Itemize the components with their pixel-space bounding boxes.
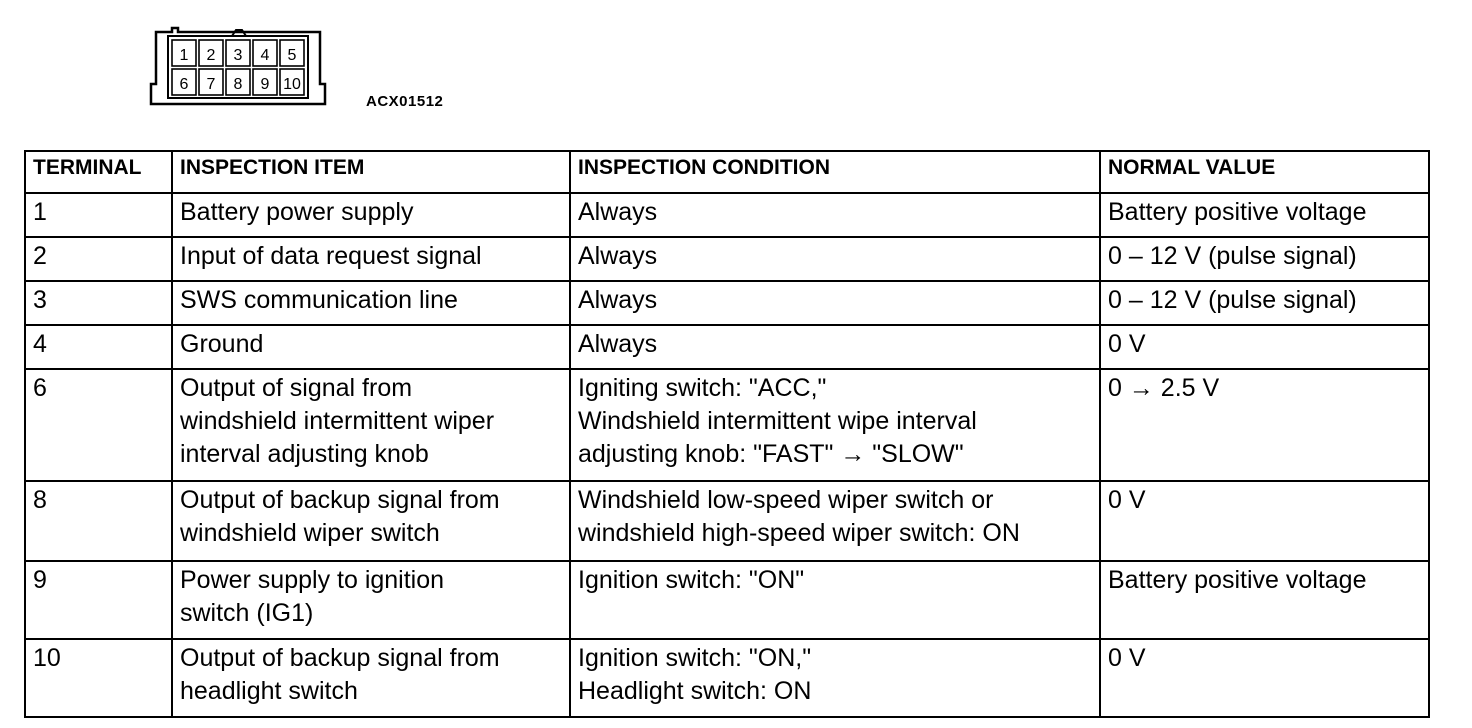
table-header-row	[25, 151, 1429, 193]
table-row	[25, 481, 1429, 561]
cell-line: Output of signal from	[180, 374, 413, 402]
cell-line: Always	[578, 330, 658, 358]
inspection-item-cell	[172, 369, 570, 481]
table-row	[25, 237, 1429, 281]
inspection-item-cell	[172, 193, 570, 237]
table-row	[25, 193, 1429, 237]
cell-line: 0 → 2.5 V	[1108, 374, 1220, 402]
terminal-cell: 6	[25, 369, 172, 481]
inspection-condition-cell	[570, 481, 1100, 561]
pin-number: 10	[283, 76, 301, 93]
table-row	[25, 325, 1429, 369]
cell-line: Igniting switch: "ACC,"	[578, 374, 827, 402]
cell-line: Ignition switch: "ON,"	[578, 644, 812, 672]
inspection-item-cell	[172, 325, 570, 369]
pin-number: 4	[260, 47, 270, 64]
normal-value-cell	[1100, 325, 1429, 369]
terminal-cell: 3	[25, 281, 172, 325]
normal-value-cell	[1100, 639, 1429, 717]
inspection-table	[24, 150, 1430, 718]
table-row	[25, 561, 1429, 639]
cell-line: Battery positive voltage	[1108, 198, 1367, 226]
inspection-condition-cell	[570, 561, 1100, 639]
inspection-condition-cell	[570, 369, 1100, 481]
cell-line: windshield wiper switch	[180, 519, 440, 547]
cell-line: Input of data request signal	[180, 242, 482, 270]
table-row	[25, 281, 1429, 325]
terminal-cell: 4	[25, 325, 172, 369]
cell-line: Output of backup signal from	[180, 644, 500, 672]
cell-line: switch (IG1)	[180, 599, 314, 627]
pin-number: 3	[233, 47, 243, 64]
header-normal-value: NORMAL VALUE	[1100, 151, 1429, 193]
terminal-cell: 9	[25, 561, 172, 639]
cell-line: interval adjusting knob	[180, 440, 429, 468]
cell-line: Power supply to ignition	[180, 566, 445, 594]
top-pin-row	[172, 40, 304, 66]
normal-value-cell	[1100, 561, 1429, 639]
cell-line: Ground	[180, 330, 264, 358]
cell-line: Always	[578, 242, 658, 270]
inspection-item-cell	[172, 481, 570, 561]
cell-line: 0 V	[1108, 486, 1146, 514]
header-inspection-condition: INSPECTION CONDITION	[570, 151, 1100, 193]
pin-number: 7	[206, 76, 216, 93]
pin-number: 9	[260, 76, 270, 93]
cell-line: windshield high-speed wiper switch: ON	[578, 519, 1020, 547]
inspection-item-cell	[172, 237, 570, 281]
cell-line: 0 – 12 V (pulse signal)	[1108, 286, 1357, 314]
cell-line: Always	[578, 286, 658, 314]
terminal-cell: 1	[25, 193, 172, 237]
cell-line: Always	[578, 198, 658, 226]
cell-line: 0 V	[1108, 644, 1146, 672]
normal-value-cell	[1100, 481, 1429, 561]
cell-line: 0 V	[1108, 330, 1146, 358]
terminal-cell: 8	[25, 481, 172, 561]
cell-line: Battery power supply	[180, 198, 414, 226]
inspection-condition-cell	[570, 639, 1100, 717]
normal-value-cell	[1100, 369, 1429, 481]
cell-line: SWS communication line	[180, 286, 458, 314]
cell-line: Ignition switch: "ON"	[578, 566, 805, 594]
normal-value-cell	[1100, 237, 1429, 281]
cell-line: adjusting knob: "FAST" → "SLOW"	[578, 440, 964, 468]
cell-line: 0 – 12 V (pulse signal)	[1108, 242, 1357, 270]
cell-line: headlight switch	[180, 677, 358, 705]
header-inspection-item: INSPECTION ITEM	[172, 151, 570, 193]
diagram-code: ACX01512	[366, 93, 444, 110]
inspection-item-cell	[172, 561, 570, 639]
inspection-condition-cell	[570, 325, 1100, 369]
terminal-cell: 10	[25, 639, 172, 717]
pin-number: 1	[179, 47, 189, 64]
cell-line: Battery positive voltage	[1108, 566, 1367, 594]
cell-line: windshield intermittent wiper	[180, 407, 495, 435]
table-row	[25, 369, 1429, 481]
inspection-condition-cell	[570, 237, 1100, 281]
inspection-condition-cell	[570, 281, 1100, 325]
cell-line: Windshield intermittent wipe interval	[578, 407, 977, 435]
inspection-condition-cell	[570, 193, 1100, 237]
bottom-pin-row	[172, 69, 304, 95]
pin-number: 5	[287, 47, 297, 64]
normal-value-cell	[1100, 193, 1429, 237]
inspection-item-cell	[172, 281, 570, 325]
cell-line: Output of backup signal from	[180, 486, 500, 514]
table-row	[25, 639, 1429, 717]
normal-value-cell	[1100, 281, 1429, 325]
cell-line: Windshield low-speed wiper switch or	[578, 486, 994, 514]
cell-line: Headlight switch: ON	[578, 677, 812, 705]
pin-number: 6	[179, 76, 189, 93]
connector-diagram	[148, 26, 328, 108]
pin-number: 8	[233, 76, 243, 93]
inspection-item-cell	[172, 639, 570, 717]
terminal-cell: 2	[25, 237, 172, 281]
pin-number: 2	[206, 47, 216, 64]
header-terminal: TERMINAL	[25, 151, 172, 193]
